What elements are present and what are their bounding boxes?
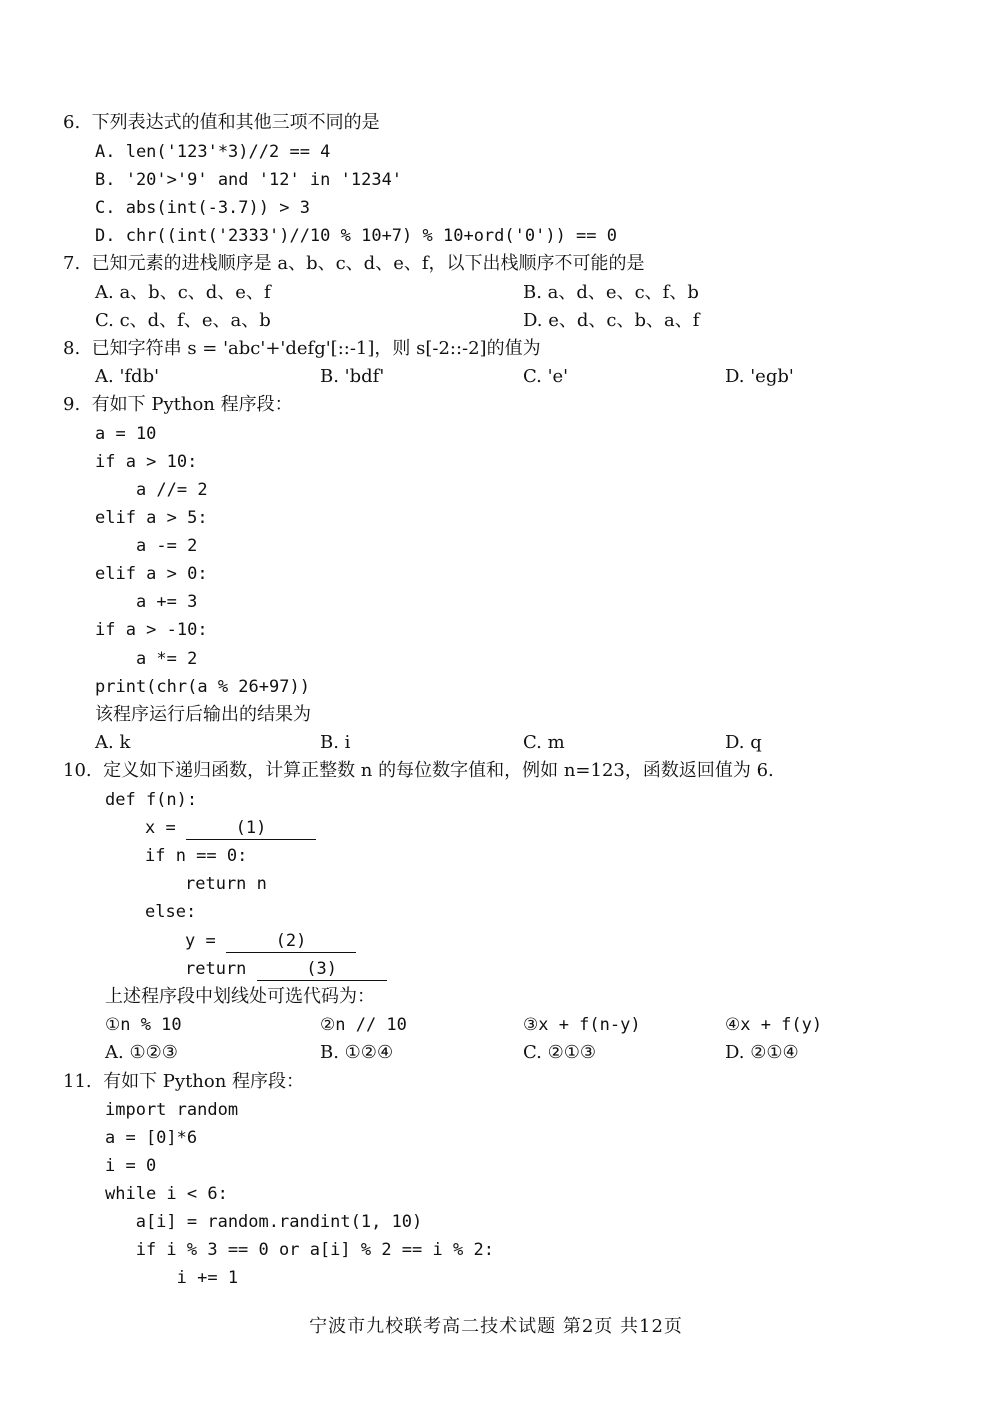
q11-code-line: a = [0]*6 bbox=[105, 1128, 198, 1148]
q10-option-d: D. ②①④ bbox=[725, 1042, 799, 1063]
q10-code-y bbox=[185, 927, 356, 955]
q11-code-line: i = 0 bbox=[105, 1156, 157, 1176]
q10-blank-1: (1) bbox=[186, 817, 316, 840]
q9-code-line: elif a > 5: bbox=[95, 508, 208, 528]
q9-option-c: C. m bbox=[523, 732, 565, 753]
q10-code-x-text: x = bbox=[145, 818, 186, 838]
q6-stem: 6. 下列表达式的值和其他三项不同的是 bbox=[63, 112, 380, 133]
q7-option-d: D. e、d、c、b、a、f bbox=[523, 310, 700, 331]
q9-option-a: A. k bbox=[95, 732, 131, 753]
q10-blank-3: (3) bbox=[257, 958, 387, 981]
q10-choice-2: ②n // 10 bbox=[320, 1015, 407, 1035]
q11-stem: 11. 有如下 Python 程序段： bbox=[63, 1071, 305, 1092]
q10-code-def: def f(n): bbox=[105, 790, 198, 810]
q8-option-a: A. 'fdb' bbox=[95, 366, 160, 387]
q10-code-x bbox=[145, 814, 316, 842]
q8-option-d: D. 'egb' bbox=[725, 366, 794, 387]
q7-option-b: B. a、d、e、c、f、b bbox=[523, 282, 699, 303]
page-footer: 宁波市九校联考高二技术试题 第2页 共12页 bbox=[309, 1316, 683, 1337]
q9-code-line: print(chr(a % 26+97)) bbox=[95, 677, 310, 697]
q11-code-line: a[i] = random.randint(1, 10) bbox=[105, 1212, 423, 1232]
q10-option-a: A. ①②③ bbox=[105, 1042, 178, 1063]
q10-prompt: 上述程序段中划线处可选代码为： bbox=[105, 986, 375, 1007]
q9-code-line: a = 10 bbox=[95, 424, 157, 444]
q8-stem: 8. 已知字符串 s = 'abc'+'defg'[::-1]，则 s[-2::-2]的值为 bbox=[63, 338, 541, 359]
q9-option-d: D. q bbox=[725, 732, 762, 753]
q10-stem: 10. 定义如下递归函数，计算正整数 n 的每位数字值和，例如 n=123，函数返回值为 6. bbox=[63, 760, 774, 781]
q10-code-y-text: y = bbox=[185, 931, 226, 951]
q11-code-line: i += 1 bbox=[105, 1268, 239, 1288]
q9-code-line: if a > 10: bbox=[95, 452, 198, 472]
q11-code-line: import random bbox=[105, 1100, 239, 1120]
q9-code-line: if a > -10: bbox=[95, 620, 208, 640]
q10-blank-2: (2) bbox=[226, 930, 356, 953]
q9-stem: 9. 有如下 Python 程序段： bbox=[63, 394, 293, 415]
q9-code-line: elif a > 0: bbox=[95, 564, 208, 584]
q6-option-b: B. '20'>'9' and '12' in '1234' bbox=[95, 170, 403, 190]
q10-choice-1: ①n % 10 bbox=[105, 1015, 182, 1035]
q6-option-a: A. len('123'*3)//2 == 4 bbox=[95, 142, 331, 162]
q10-choice-4: ④x + f(y) bbox=[725, 1015, 823, 1035]
q9-prompt: 该程序运行后输出的结果为 bbox=[95, 704, 311, 725]
q10-option-c: C. ②①③ bbox=[523, 1042, 596, 1063]
q10-code-if: if n == 0: bbox=[145, 846, 248, 866]
q11-code-line: if i % 3 == 0 or a[i] % 2 == i % 2: bbox=[105, 1240, 494, 1260]
q11-code-line: while i < 6: bbox=[105, 1184, 228, 1204]
q9-code-line: a -= 2 bbox=[95, 536, 198, 556]
q8-option-c: C. 'e' bbox=[523, 366, 569, 387]
q10-code-return-n: return n bbox=[185, 874, 267, 894]
q10-code-return bbox=[185, 955, 387, 983]
q10-code-return-text: return bbox=[185, 959, 257, 979]
q9-code-line: a += 3 bbox=[95, 592, 198, 612]
q9-code-line: a //= 2 bbox=[95, 480, 208, 500]
q10-choice-3: ③x + f(n-y) bbox=[523, 1015, 641, 1035]
q8-option-b: B. 'bdf' bbox=[320, 366, 385, 387]
q9-code-line: a *= 2 bbox=[95, 649, 198, 669]
q7-stem: 7. 已知元素的进栈顺序是 a、b、c、d、e、f，以下出栈顺序不可能的是 bbox=[63, 253, 645, 274]
q10-code-else: else: bbox=[145, 902, 197, 922]
q7-option-c: C. c、d、f、e、a、b bbox=[95, 310, 271, 331]
q6-option-d: D. chr((int('2333')//10 % 10+7) % 10+ord('0')) == 0 bbox=[95, 226, 617, 246]
q9-option-b: B. i bbox=[320, 732, 351, 753]
q6-option-c: C. abs(int(-3.7)) > 3 bbox=[95, 198, 310, 218]
q10-option-b: B. ①②④ bbox=[320, 1042, 394, 1063]
q7-option-a: A. a、b、c、d、e、f bbox=[95, 282, 271, 303]
